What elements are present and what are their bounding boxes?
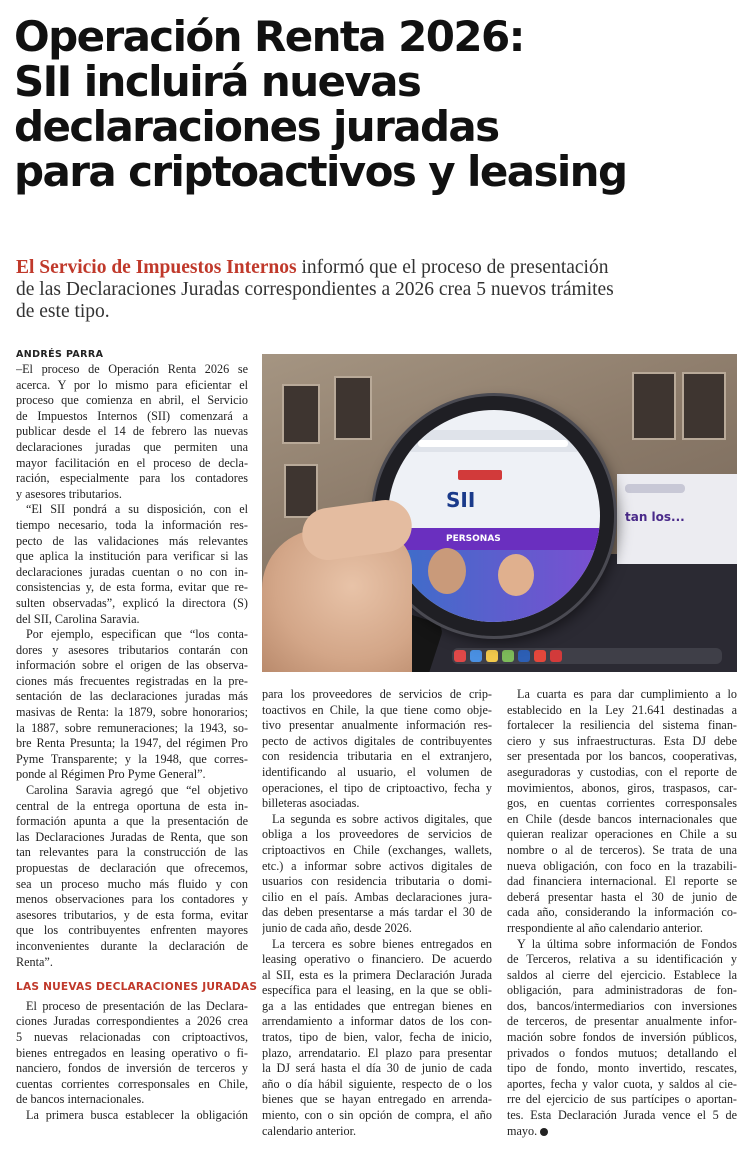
article-column-2 [262,687,492,1139]
text-line: bienes entregados en leasing operativo o fi- [16,1045,248,1060]
text-line: declaraciones juradas cuentan o no con in- [16,564,248,579]
text-line: declaraciones juradas que permiten una [16,439,248,454]
text-line: para los proveedores de servicios de crip- [262,687,492,701]
text-line: billeteras asociadas. [262,796,360,811]
text-line: das deben presentarse a más tardar el 30 de [262,905,492,920]
headline-line: SII incluirá nuevas [14,57,421,106]
photo-window [282,384,320,444]
text-line: rre del ejercicio de sus partícipes o aportan- [507,1092,737,1107]
dock-app-icon [502,650,514,662]
text-line: ser presentada por los bancos, cooperativas, [507,749,737,764]
text-line: de Terceros, relativa a su identificación y [507,952,737,967]
text-line: operaciones, el tipo de criptoactivo, fecha y [262,780,492,795]
text-line: cilio en el país. Ambas declaraciones jura- [262,889,492,904]
text-line: de bancos internacionales. [16,1092,145,1107]
text-line: aseguradoras y custodias, con el reporte de [507,764,737,779]
text-line: arrendamiento a informar datos de los con- [262,1014,492,1029]
text-line: calendario anterior. [262,1123,357,1138]
text-line: dos, bancos/intermediarios con inversiones [507,998,737,1013]
text-line: bienes que se hayan entregado en arrenda- [262,1092,492,1107]
text-line: “El SII pondrá a su disposición, con el [26,502,248,517]
text-line: acerca. Y por lo mismo para eficientar el [16,377,248,392]
text-line: publicar desde el 14 de febrero las nuevas [16,424,248,439]
photo-site-text: tan los... [625,510,685,524]
text-line: deberá presentar hasta el 30 de junio de [507,889,737,904]
text-line: que los contribuyentes enfrenten mayores [16,923,248,938]
photo-window [682,372,726,440]
lens-url-bar [418,440,568,447]
paragraph [16,502,248,627]
text-line: mayo. [507,1124,737,1140]
text-line: información sobre el origen de las observa- [16,658,248,673]
dock-app-icon [550,650,562,662]
photo-site-pill [625,484,685,493]
text-line: Renta”. [16,954,53,969]
text-line: La segunda es sobre activos digitales, que [272,811,492,826]
text-line: obliga a los proveedores de servicios de [262,827,492,842]
photo-window [284,464,318,518]
byline: ANDRÉS PARRA [16,349,104,360]
paragraph [16,999,248,1108]
text-line: con residencia tributaria en el extranjero, [262,749,492,764]
text-line: al SII, esta es la primera Declaración Jurada [262,967,492,982]
headline-line: para criptoactivos y leasing [14,147,627,196]
text-line: asesores tributarios, y de esta forma, evitar [16,907,248,922]
text-line: dores y asesores tributarios contarán con [16,642,248,657]
text-line: La tercera es sobre bienes entregados en [272,936,492,951]
text-line: toactivos en Chile, la que tiene como obje- [262,702,492,717]
text-line: tratos, tipo de bien, valor, fecha de inicio, [262,1030,492,1045]
text-line: de terceros, de presentar anualmente infor- [507,1014,737,1029]
text-line: miento, con o sin opción de compra, el año [262,1108,492,1123]
paragraph [507,687,737,937]
photo-window [334,376,372,440]
text-line: quieran realizar operaciones en Chile a su [507,827,737,842]
text-line: proceso que comienza en abril, el Servicio [16,393,248,408]
photo-dock [452,648,722,664]
text-line: tes. Esta Declaración Jurada vence el 5 de [507,1108,737,1123]
text-line: Pyme Transparente; y la 1948, que corres- [16,751,248,766]
paragraph [16,1108,248,1124]
text-line: ciones más frecuentes registradas en la pre- [16,673,248,688]
text-line: Por ejemplo, especifican que “los conta- [26,627,248,642]
text-line: dad financiera internacional. El reporte se [507,874,737,889]
lens-person [498,554,534,596]
headline-line: Operación Renta 2026: [14,12,524,61]
text-line: la DJ será hasta el día 30 de junio de cada [262,1061,492,1076]
text-line: establecido en la Ley 21.641 destinadas a [507,702,737,717]
text-line: movimientos, abonos, giros, traspasos, car- [507,780,737,795]
text-line: inconvenientes durante la declaración de [16,938,248,953]
text-line: rrespondiente al año calendario anterior. [507,920,703,935]
headline-line: declaraciones juradas [14,102,499,151]
text-line: La primera busca establecer la obligación [26,1107,248,1122]
text-line: central de la entrega oportuna de esta in- [16,798,248,813]
lens-hero-image [388,550,600,622]
text-line: nombre o al de terceros). Se trata de una [507,842,737,857]
text-line: privados o fondos mutuos; detallando el [507,1045,737,1060]
text-line: obligación, para administradoras de fon- [507,983,737,998]
text-line: criptoactivos en Chile (exchanges, wallets, [262,842,492,857]
text-line: mación sobre fondos de inversión públicos, [507,1030,737,1045]
paragraph [16,783,248,970]
paragraph [262,812,492,937]
text-line: identificando al usuario, el volumen de [262,764,492,779]
text-line: –El proceso de Operación Renta 2026 se [16,362,248,376]
text-line: El proceso de presentación de las Declara- [26,998,248,1013]
section-subhead: LAS NUEVAS DECLARACIONES JURADAS [16,981,258,994]
text-line: sulten observadas”, explicó la directora (S) [16,595,248,610]
text-line: aportes, fecha y valor cuota, y saldos al cie- [507,1076,737,1091]
article-photo [262,354,737,672]
text-line: leasing operativo o financiero. De acuerdo [262,952,492,967]
dock-app-icon [454,650,466,662]
magnifier-lens [388,410,600,622]
lead-line [16,257,732,279]
lead-highlight: El Servicio de Impuestos Internos [16,257,297,278]
text-line: saldos al cierre del ejercicio. Establece la [507,967,737,982]
text-line: ciero y sus infraestructuras. Esta DJ debe [507,733,737,748]
text-line: sea un proceso mucho más fluido y con [16,876,248,891]
article-column-1 [16,362,258,1124]
paragraph [262,937,492,1140]
text-line: del SII, Carolina Saravia. [16,611,140,626]
text-line: plazo, arrendatario. El plazo para presentar [262,1045,492,1060]
dock-app-icon [470,650,482,662]
lens-personas-band: PERSONAS [388,528,600,550]
paragraph [16,362,248,502]
text-line: la 1887, sobre remuneraciones; la 1943, so- [16,720,248,735]
lens-sii-logo: SII [446,488,476,512]
text-line: nanciero, fondos de inversión de terceros y [16,1061,248,1076]
text-line: propuestas de declaración que ofrecemos, [16,861,248,875]
text-line: nueva obligación, con foco en la trazabili- [507,858,737,873]
text-line: consistencias y, de esta forma, evitar que re- [16,580,248,595]
text-line: específica para el leasing, en la que se obli- [262,983,492,998]
text-line: sentación de las declaraciones juradas más [16,689,248,704]
text-line: de Impuestos Internos (SII) comenzará a [16,408,248,423]
lead-paragraph [16,257,732,323]
dock-app-icon [518,650,530,662]
text-line: La cuarta es para dar cumplimiento a lo [517,687,737,701]
text-line: en Chile (desde bancos internacionales que [507,811,737,826]
text-line: ración, especialmente para los contadores [16,471,248,486]
lead-line: de este tipo. [16,301,110,322]
headline [14,14,738,194]
text-line: ciones Juradas correspondientes a 2026 crea [16,1014,248,1029]
paragraph [262,687,492,812]
text-line: 5 nuevas relacionadas con criptoactivos, [16,1029,248,1044]
text-line: pecto de activos digitales de contribuyentes [262,733,492,748]
text-line: bre Renta Presunta; la 1947, del régimen Pro [16,736,248,751]
text-line: cuentas corrientes corresponsales en Chile, [16,1076,248,1091]
text-line: tipo de fondo, monto invertido, rescates, [507,1061,737,1076]
text-line: pecto de las validaciones más relevantes [16,533,248,548]
lens-person [428,548,466,594]
text-line: usuarios con residencia tributaria o domi- [262,874,492,889]
text-line: menos observaciones para los contadores y [16,892,248,907]
text-line: Carolina Saravia agregó que “el objetivo [26,783,248,798]
text-line: masivas de Renta: la 1879, sobre honorarios; [16,705,248,720]
article-column-3 [507,687,737,1139]
photo-window [632,372,676,440]
lead-line: de las Declaraciones Juradas correspondientes a 2026 crea 5 nuevos trámites [16,279,614,300]
paragraph [16,627,248,783]
paragraph [507,937,737,1140]
text-line: Y la última sobre información de Fondos [517,936,737,951]
text-line: mayor facilitación en el proceso de decla- [16,455,248,470]
text-line: cada año, considerando la información co- [507,905,737,920]
dock-app-icon [534,650,546,662]
text-line: año o día hábil siguiente, respecto de o los [262,1076,492,1091]
text-line: y asesores tributarios. [16,486,122,501]
text-line: tiempo necesario, toda la información res- [16,517,248,532]
text-line: que aplica la institución para verificar si las [16,549,248,564]
photo-website-side [617,474,737,564]
end-mark-icon [540,1128,548,1136]
text-line: fortalecer la resiliencia del sistema finan- [507,718,737,733]
text-line: formación apunta a que la presentación de [16,814,248,829]
dock-app-icon [486,650,498,662]
text-line: junio de cada año, desde 2026. [262,920,412,935]
text-line: ga a las entidades que entregan bienes en [262,998,492,1013]
text-line: las Declaraciones Juradas de Renta, que son [16,829,248,844]
lens-red-button [458,470,502,480]
lead-line-rest: informó que el proceso de presentación [296,257,609,278]
text-line: tan relevantes para la construcción de las [16,845,248,860]
text-line: gos, en cuentas corrientes corresponsales [507,796,737,811]
text-line: ponde al Régimen Pro Pyme General”. [16,767,206,782]
text-line: etc.) a informar sobre activos digitales de [262,858,492,873]
text-line: tivo presentar anualmente información res- [262,718,492,733]
